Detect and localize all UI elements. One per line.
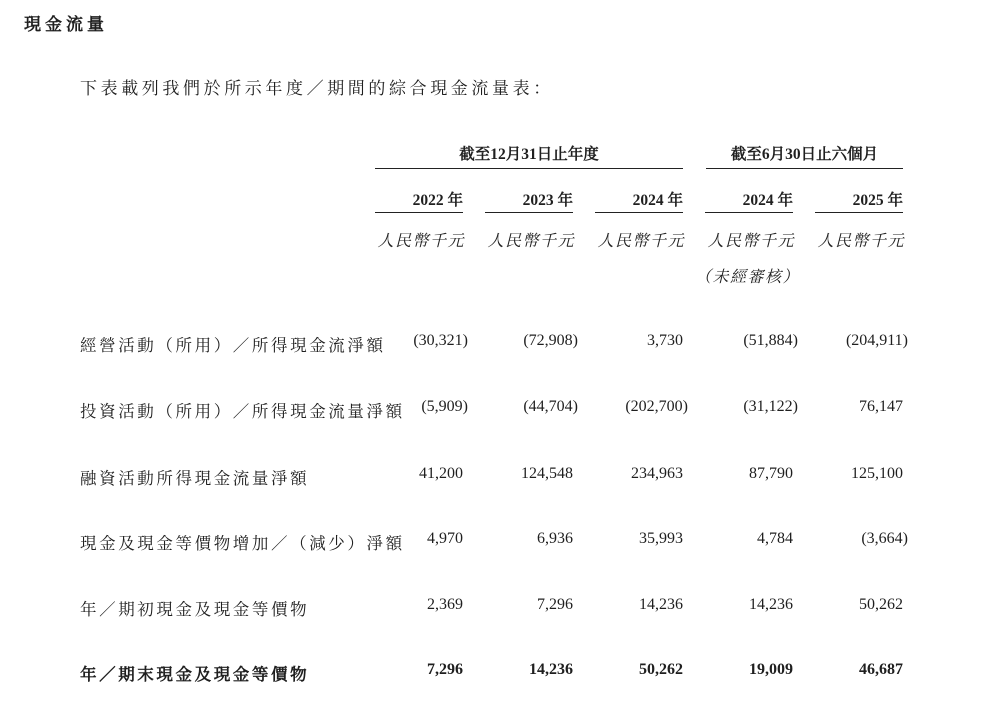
table-cell: 50,262 xyxy=(859,596,903,613)
row-label: 現金及現金等價物增加／（減少）淨額 xyxy=(80,534,405,553)
column-header-year: 2024 年 xyxy=(705,188,793,213)
table-cell: 76,147 xyxy=(859,398,903,415)
row-label: 年／期末現金及現金等價物 xyxy=(80,665,310,684)
table-cell: 14,236 xyxy=(749,596,793,613)
row-label: 經營活動（所用）／所得現金流淨額 xyxy=(80,336,386,355)
column-header-year: 2024 年 xyxy=(595,188,683,213)
table-cell: 234,963 xyxy=(631,465,683,482)
table-cell: 50,262 xyxy=(639,661,683,678)
group-header-interim: 截至6月30日止六個月 xyxy=(706,142,903,169)
column-unit: 人民幣千元 xyxy=(597,233,685,250)
column-unit: 人民幣千元 xyxy=(377,233,465,250)
table-cell: 7,296 xyxy=(537,596,573,613)
column-unit: 人民幣千元 xyxy=(707,233,795,250)
row-label: 投資活動（所用）／所得現金流量淨額 xyxy=(80,402,405,421)
table-cell: (202,700) xyxy=(625,398,688,415)
table-cell: (5,909) xyxy=(421,398,468,415)
table-cell: (204,911) xyxy=(845,332,908,349)
section-title: 現金流量 xyxy=(24,15,108,34)
table-cell: 4,970 xyxy=(427,530,463,547)
column-header-year: 2025 年 xyxy=(815,188,903,213)
group-header-annual: 截至12月31日止年度 xyxy=(375,142,683,169)
column-header-year: 2023 年 xyxy=(485,188,573,213)
table-cell: 35,993 xyxy=(639,530,683,547)
table-cell: (30,321) xyxy=(413,332,468,349)
table-cell: (3,664) xyxy=(861,530,908,547)
row-label: 年／期初現金及現金等價物 xyxy=(80,600,310,619)
intro-text: 下表載列我們於所示年度／期間的綜合現金流量表： xyxy=(80,79,554,98)
table-cell: 3,730 xyxy=(647,332,683,349)
table-cell: 14,236 xyxy=(639,596,683,613)
table-cell: 46,687 xyxy=(859,661,903,678)
table-cell: 41,200 xyxy=(419,465,463,482)
column-unaudited-note: （未經審核） xyxy=(695,269,801,286)
table-cell: 14,236 xyxy=(529,661,573,678)
column-unit: 人民幣千元 xyxy=(817,233,905,250)
table-cell: 4,784 xyxy=(757,530,793,547)
table-cell: (44,704) xyxy=(523,398,578,415)
column-unit: 人民幣千元 xyxy=(487,233,575,250)
row-label: 融資活動所得現金流量淨額 xyxy=(80,469,310,488)
table-cell: 2,369 xyxy=(427,596,463,613)
table-cell: 87,790 xyxy=(749,465,793,482)
table-cell: (31,122) xyxy=(743,398,798,415)
table-cell: (72,908) xyxy=(523,332,578,349)
table-cell: 7,296 xyxy=(427,661,463,678)
column-header-year: 2022 年 xyxy=(375,188,463,213)
table-cell: 124,548 xyxy=(521,465,573,482)
table-cell: 6,936 xyxy=(537,530,573,547)
table-cell: 125,100 xyxy=(851,465,903,482)
table-cell: 19,009 xyxy=(749,661,793,678)
table-cell: (51,884) xyxy=(743,332,798,349)
